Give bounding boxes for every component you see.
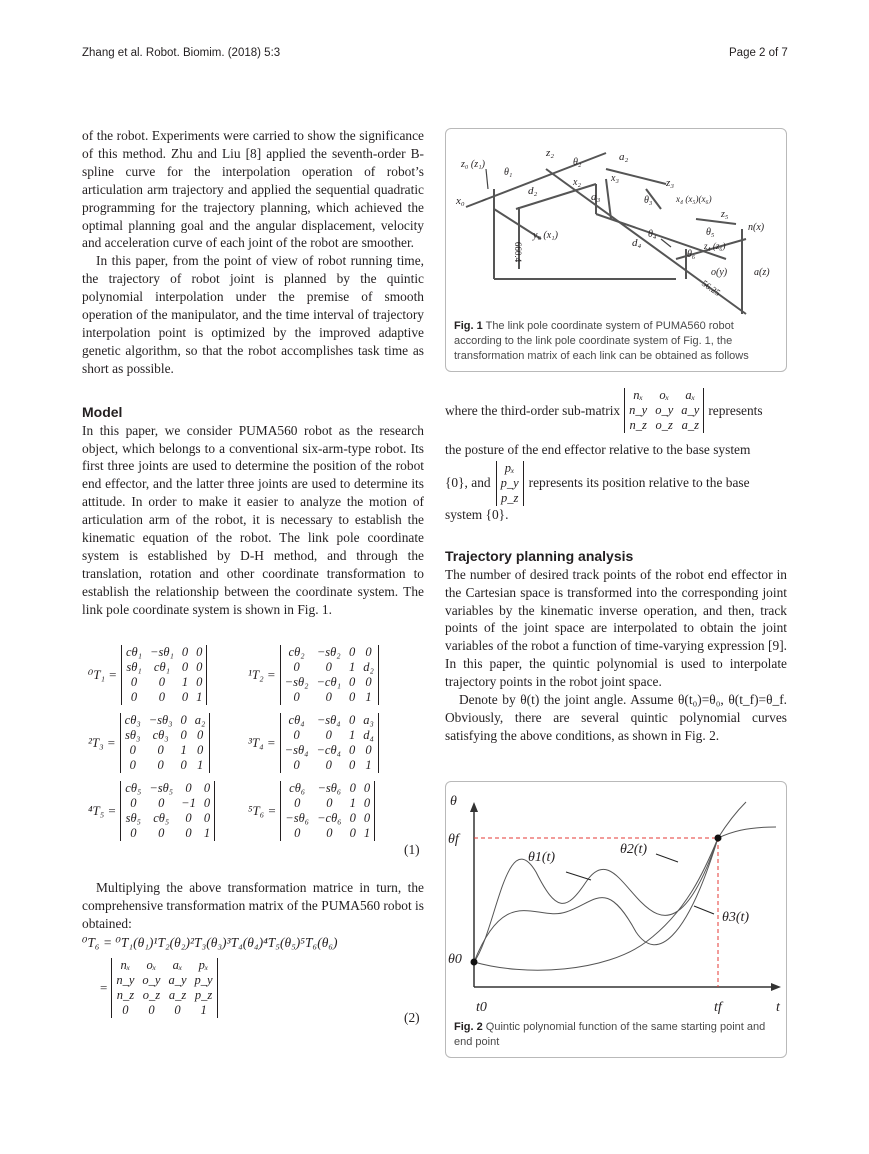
- matrix-cell: cθ₄: [288, 713, 305, 727]
- matrix-cell: p_y: [500, 475, 519, 490]
- matrix-cell: 0: [181, 690, 189, 704]
- section-heading-trajectory: Trajectory planning analysis: [445, 547, 634, 564]
- matrix-cell: −sθ₆: [285, 811, 310, 825]
- matrix-cell: −sθ₁: [150, 645, 174, 659]
- matrix-cell: oₓ: [659, 388, 670, 402]
- matrix-cell: sθ₅: [125, 811, 141, 825]
- fig2-label-theta-f: θf: [448, 832, 459, 847]
- matrix-cell: 0: [196, 645, 203, 659]
- fig1-label: a₂: [619, 151, 629, 163]
- equation-number: (2): [404, 1010, 420, 1025]
- matrix-cell: sθ₃: [125, 728, 141, 742]
- matrix-cell: p_z: [500, 490, 519, 505]
- transform-matrix-t2: [248, 645, 379, 705]
- matrix-cell: −sθ₅: [149, 781, 174, 795]
- matrix-cell: 1: [181, 675, 189, 689]
- matrix-cell: −1: [181, 796, 196, 810]
- matrix-cell: 0: [196, 743, 204, 757]
- matrix-cell: 0: [130, 826, 137, 840]
- matrix-cell: aₓ: [685, 388, 696, 402]
- matrix-cell: cθ₁: [153, 660, 170, 674]
- matrix-cell: 0: [325, 660, 332, 674]
- matrix-cell: nₓ: [633, 388, 644, 402]
- matrix-body: [120, 713, 211, 773]
- matrix-cell: 1: [363, 826, 371, 840]
- fig1-label: d₄: [632, 237, 642, 249]
- matrix-cell: a_y: [681, 403, 700, 417]
- matrix-cell: o_y: [142, 973, 161, 987]
- matrix-cell: 0: [157, 743, 164, 757]
- matrix-cell: oₓ: [146, 958, 157, 972]
- position-vector: [496, 461, 524, 506]
- matrix-cell: −sθ₄: [316, 713, 341, 727]
- matrix-cell: 0: [181, 645, 189, 659]
- matrix-cell: 0: [196, 728, 204, 742]
- matrix-cell: 1: [348, 660, 356, 674]
- fig2-label-t0: t0: [476, 1000, 487, 1015]
- matrix-cell: 0: [148, 1003, 155, 1017]
- matrix-cell: a_z: [168, 988, 187, 1002]
- left-column: [82, 127, 424, 619]
- fig2-y-axis-label: θ: [450, 794, 457, 809]
- matrix-cell: 0: [174, 1003, 181, 1017]
- matrix-cell: −cθ₄: [316, 743, 341, 757]
- fig1-caption-label: Fig. 1: [454, 320, 483, 332]
- matrix-cell: 0: [325, 758, 332, 772]
- fig1-label: x₄ (x₅)(x₆): [676, 194, 712, 204]
- matrix-cell: a₂: [194, 713, 206, 727]
- transform-matrix-t5: [88, 781, 215, 841]
- fig1-label: θ₂: [573, 157, 582, 168]
- matrix-label: ¹T₂ =: [248, 667, 276, 682]
- fig1-label: a(z): [754, 267, 770, 278]
- matrix-body: [280, 645, 379, 705]
- paragraph: Denote by θ(t) the joint angle. Assume θ(t₀)=θ₀, θ(t_f)=θ_f. Obviously, there are several quintic polynomial curves satisfying the above conditions, as shown in Fig. 2.: [445, 692, 787, 743]
- matrix-cell: a₃: [363, 713, 374, 727]
- matrix-cell: 0: [348, 743, 356, 757]
- matrix-cell: 0: [348, 713, 356, 727]
- matrix-cell: cθ₅: [125, 781, 142, 795]
- matrix-cell: nₓ: [120, 958, 131, 972]
- matrix-cell: 0: [294, 826, 301, 840]
- equals-sign: =: [100, 980, 108, 995]
- matrix-cell: 0: [181, 660, 189, 674]
- figure-1: [445, 128, 787, 372]
- fig1-label: x₂: [573, 177, 581, 188]
- fig1-caption: [454, 319, 776, 364]
- matrix-cell: 0: [180, 758, 187, 772]
- matrix-cell: 0: [325, 728, 332, 742]
- matrix-cell: 0: [365, 743, 372, 757]
- fig1-label: n(x): [748, 222, 765, 233]
- matrix-body: [496, 461, 524, 506]
- fig1-label: 56.25: [699, 278, 723, 298]
- matrix-cell: o_z: [655, 418, 673, 432]
- transform-matrix-t4: [248, 713, 379, 773]
- fig1-label: θ₁: [504, 167, 513, 178]
- matrix-label: ⁵T₆ =: [248, 803, 277, 818]
- matrix-cell: n_z: [629, 418, 647, 432]
- equation-2-product: ⁰T₆ = ⁰T₁(θ₁)¹T₂(θ₂)²T₃(θ₃)³T₄(θ₄)⁴T₅(θ₅)⁵T₆(θ₆): [82, 935, 338, 950]
- matrix-cell: 0: [293, 660, 300, 674]
- matrix-cell: 0: [158, 675, 166, 689]
- matrix-cell: 1: [196, 690, 203, 704]
- matrix-cell: 0: [363, 811, 371, 825]
- matrix-cell: aₓ: [172, 958, 183, 972]
- matrix-cell: 0: [293, 690, 300, 704]
- matrix-cell: n_y: [629, 403, 648, 417]
- matrix-cell: cθ₁: [125, 645, 143, 659]
- equation-2-matrix: [100, 958, 218, 1018]
- fig2-label-theta-0: θ0: [448, 952, 462, 967]
- matrix-cell: 0: [185, 811, 192, 825]
- matrix-cell: 0: [158, 796, 165, 810]
- matrix-cell: 1: [349, 796, 356, 810]
- matrix-cell: 0: [130, 675, 138, 689]
- submatrix: [624, 388, 704, 433]
- transform-matrix-t6: [248, 781, 375, 841]
- matrix-cell: 0: [158, 690, 166, 704]
- matrix-cell: 0: [129, 758, 136, 772]
- matrix-cell: 0: [130, 690, 138, 704]
- fig2-caption: [454, 1020, 776, 1050]
- matrix-cell: 1: [200, 1003, 207, 1017]
- fig2-caption-label: Fig. 2: [454, 1021, 483, 1033]
- transform-matrix-t1: [88, 645, 207, 705]
- matrix-body: [120, 781, 215, 841]
- matrix-cell: 0: [363, 796, 371, 810]
- matrix-cell: 0: [203, 811, 211, 825]
- matrix-cell: 0: [196, 675, 203, 689]
- matrix-cell: cθ₅: [153, 811, 170, 825]
- matrix-cell: 0: [203, 796, 211, 810]
- paragraph: of the robot. Experiments were carried to show the significance of this method. Zhu and Liu [8] applied the seventh-order B-spline curve for the interpolation operation of robot’s articulation arm trajectory and applied the sequential quadratic programming for the trajectory planning, which achieved the optimal planning goal and the angular displacement, velocity and acceleration curve of each joint of the robot are smoother.: [82, 128, 424, 251]
- matrix-body: [111, 958, 217, 1018]
- paragraph: Multiplying the above transformation matrice in turn, the comprehensive transformation matrix of the PUMA560 robot is obtained:: [82, 880, 424, 931]
- matrix-cell: 1: [348, 728, 356, 742]
- matrix-cell: 1: [365, 758, 372, 772]
- fig2-label-tf: tf: [714, 1000, 722, 1015]
- matrix-cell: −sθ₂: [316, 645, 341, 659]
- fig1-label: d₂: [528, 185, 538, 197]
- fig2-curve-label: θ3(t): [722, 910, 750, 925]
- matrix-cell: 1: [180, 743, 187, 757]
- matrix-cell: 0: [365, 645, 372, 659]
- matrix-cell: 0: [185, 781, 192, 795]
- matrix-label: ⁰T₁ =: [88, 667, 117, 682]
- matrix-cell: 0: [293, 758, 300, 772]
- matrix-cell: p_z: [194, 988, 213, 1002]
- fig1-label: θ₅: [706, 227, 715, 238]
- fig1-label: a₃: [591, 191, 601, 203]
- matrix-cell: cθ₆: [289, 781, 306, 795]
- matrix-cell: 0: [130, 796, 137, 810]
- matrix-cell: 0: [348, 690, 356, 704]
- matrix-cell: 0: [294, 796, 301, 810]
- matrix-label: ⁴T₅ =: [88, 803, 117, 818]
- matrix-cell: n_z: [116, 988, 135, 1002]
- matrix-cell: sθ₁: [126, 660, 142, 674]
- matrix-body: [280, 713, 379, 773]
- fig1-label: x₃: [611, 173, 619, 184]
- matrix-cell: 1: [203, 826, 211, 840]
- matrix-cell: pₓ: [198, 958, 209, 972]
- matrix-cell: pₓ: [504, 460, 515, 475]
- matrix-cell: a_z: [681, 418, 699, 432]
- matrix-cell: d₂: [363, 660, 374, 674]
- matrix-cell: 0: [158, 826, 165, 840]
- fig2-plot: [446, 782, 786, 1014]
- matrix-cell: −sθ₃: [148, 713, 173, 727]
- matrix-cell: 0: [349, 826, 356, 840]
- matrix-label: ³T₄ =: [248, 735, 276, 750]
- paragraph: In this paper, from the point of view of robot running time, the trajectory of robot joint is planned by the quintic polynomial interpolation under the premise of smooth operation of the manipulator, and the time interval of trajectory interpolation point is optimized by the improved adaptive genetic algorithm, so that the robot accomplishes task time as short as possible.: [82, 253, 424, 376]
- fig1-label: o(y): [711, 267, 728, 278]
- matrix-cell: 1: [365, 690, 372, 704]
- matrix-cell: 0: [326, 826, 333, 840]
- matrix-cell: −sθ₄: [284, 743, 309, 757]
- matrix-cell: 0: [180, 728, 187, 742]
- matrix-cell: n_y: [116, 973, 135, 987]
- matrix-cell: 0: [293, 728, 300, 742]
- matrix-cell: −cθ₆: [317, 811, 342, 825]
- fig1-label: z₂: [546, 147, 555, 159]
- matrix-cell: 0: [185, 826, 192, 840]
- fig1-caption-text: The link pole coordinate system of PUMA560 robot according to the link pole coordinate system of Fig. 1, the transformation matrix of each link can be obtained as follows: [454, 320, 749, 362]
- matrix-cell: −sθ₆: [317, 781, 342, 795]
- matrix-cell: −sθ₂: [284, 675, 309, 689]
- fig2-curve-label: θ2(t): [620, 842, 648, 857]
- right-column-text: the posture of the end effector relative to the base system {0}, and pₓ p_y p_z represents its position relative to the base system {0}. Trajectory planning analysis The number of desired track points of the robot end effector in the Cartesian space is transformed into the corresponding joint variables by the kinematic inverse operation, and then, track points of the joint space are interpolated to obtain the joint variables of the robot a function of time-varying expression [9]. In this paper, the quintic polynomial is used to interpolate trajectory points in the robot joint space. Denote by θ(t) the joint angle. Assume θ(t₀)=θ₀, θ(t_f)=θ_f. Obviously, there are several quintic polynomial curves satisfying the above conditions, as shown in Fig. 2.: [445, 442, 787, 743]
- paragraph: In this paper, we consider PUMA560 robot as the research object, which belongs to a conventional six-arm-type robot. Its first three joints are used to determine the position of the robot end effector, and the latter three joints are used to determine its attitude. In order to make it easier to analyze the motion of articulation arm of the robot, it is necessary to establish the kinematic equation of the robot. The link pole coordinate system is established by D-H method, and through the translation, rotation and other coordinate transformation to establish the relationship between the coordinate system. The link pole coordinate system is shown in Fig. 1.: [82, 422, 424, 617]
- matrix-cell: 0: [325, 690, 332, 704]
- matrix-cell: 0: [203, 781, 211, 795]
- matrix-cell: cθ₂: [288, 645, 305, 659]
- matrix-cell: cθ₃: [124, 713, 141, 727]
- matrix-cell: 0: [196, 660, 203, 674]
- running-header-left: Zhang et al. Robot. Biomim. (2018) 5:3: [82, 47, 281, 59]
- transform-matrix-t3: [88, 713, 210, 773]
- matrix-cell: 0: [348, 645, 356, 659]
- matrix-cell: a_y: [168, 973, 187, 987]
- matrix-cell: 0: [326, 796, 333, 810]
- matrix-cell: d₄: [363, 728, 374, 742]
- fig1-label: z₀ (z₁): [461, 159, 485, 170]
- fig1-label: 660.4: [513, 241, 524, 263]
- matrix-cell: cθ₃: [152, 728, 169, 742]
- fig2-x-axis-label: t: [776, 1000, 780, 1015]
- paragraph: The number of desired track points of the robot end effector in the Cartesian space is transformed into the corresponding joint variables by the kinematic inverse operation, and then, track points of the joint space are interpolated to obtain the joint variables of the robot a function of time-varying expression [9]. In this paper, the quintic polynomial is used to interpolate trajectory points in the robot joint space.: [445, 566, 787, 690]
- fig1-label: z₄ (z₆): [704, 241, 726, 251]
- section-heading-model: Model: [82, 403, 123, 420]
- matrix-cell: 0: [349, 781, 356, 795]
- matrix-body: [121, 645, 207, 705]
- matrix-cell: p_y: [194, 973, 213, 987]
- right-column-intro: where the third-order sub-matrix nₓ oₓ aₓ n_y o_y a_y n_z o_z a_z represents: [445, 388, 763, 432]
- matrix-cell: 0: [348, 675, 356, 689]
- matrix-cell: o_y: [655, 403, 674, 417]
- matrix-cell: −cθ₁: [316, 675, 341, 689]
- equation-number: (1): [404, 842, 420, 857]
- matrix-cell: 0: [349, 811, 356, 825]
- matrix-cell: 0: [122, 1003, 129, 1017]
- matrix-cell: 1: [196, 758, 204, 772]
- fig1-label: θ₃: [644, 195, 653, 206]
- matrix-cell: 0: [180, 713, 187, 727]
- matrix-cell: o_z: [142, 988, 161, 1002]
- fig1-label: y₀ (x₁): [533, 230, 558, 241]
- matrix-label: ²T₃ =: [88, 735, 116, 750]
- matrix-cell: 0: [348, 758, 356, 772]
- page-number: Page 2 of 7: [729, 47, 788, 59]
- matrix-cell: 0: [157, 758, 164, 772]
- fig1-label: θ₆: [687, 249, 696, 260]
- fig1-label: z₅: [721, 209, 729, 220]
- fig1-label: x₀: [456, 195, 465, 207]
- matrix-cell: 0: [363, 781, 371, 795]
- matrix-body: [280, 781, 375, 841]
- figure-2: [445, 781, 787, 1058]
- paragraph-fragment: where the third-order sub-matrix: [445, 402, 621, 418]
- matrix-cell: 0: [365, 675, 372, 689]
- matrix-body: [624, 388, 704, 433]
- fig1-label: z₃: [666, 177, 675, 189]
- fig2-curve-label: θ1(t): [528, 850, 556, 865]
- matrix-cell: 0: [129, 743, 136, 757]
- fig1-label: θ₄: [648, 229, 657, 240]
- fig2-caption-text: Quintic polynomial function of the same starting point and end point: [454, 1021, 766, 1048]
